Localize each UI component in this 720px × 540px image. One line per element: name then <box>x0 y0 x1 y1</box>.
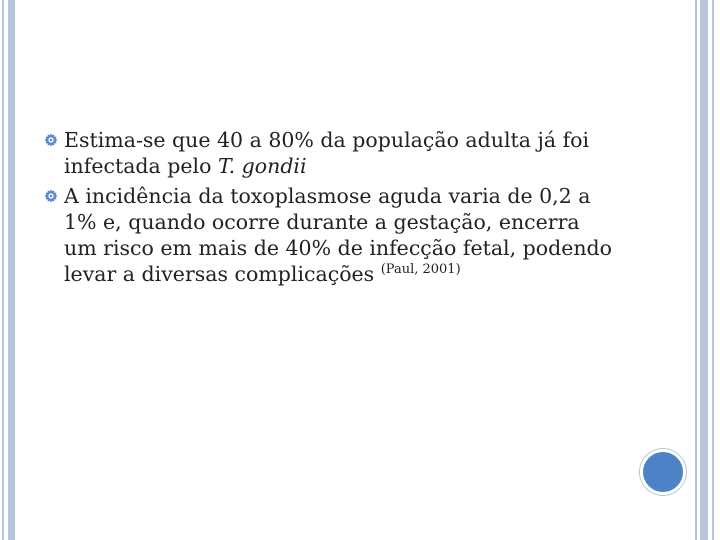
gear-bullet-icon <box>44 189 58 203</box>
decorative-circle <box>640 449 686 495</box>
gear-bullet-icon <box>44 133 58 147</box>
species-name: T. gondii <box>217 154 307 178</box>
citation: (Paul, 2001) <box>380 262 461 278</box>
bullet-list <box>44 127 614 291</box>
bullet-item-1 <box>44 127 614 179</box>
right-border-outer-line <box>712 0 714 540</box>
left-border-band <box>8 0 15 540</box>
bullet-item-2 <box>44 183 614 287</box>
right-border-inner-line <box>695 0 697 540</box>
left-border-line <box>2 0 4 540</box>
bullet-text: A incidência da toxoplasmose aguda varia de 0,2 a 1% e, quando ocorre durante a gestação, encerra um risco em mais de 40% de infecção fetal, podendo levar a diversas complicações <box>64 184 613 286</box>
bullet-text: Estima-se que 40 a 80% da população adulta já foi infectada pelo <box>64 128 590 178</box>
right-border-band <box>700 0 708 540</box>
